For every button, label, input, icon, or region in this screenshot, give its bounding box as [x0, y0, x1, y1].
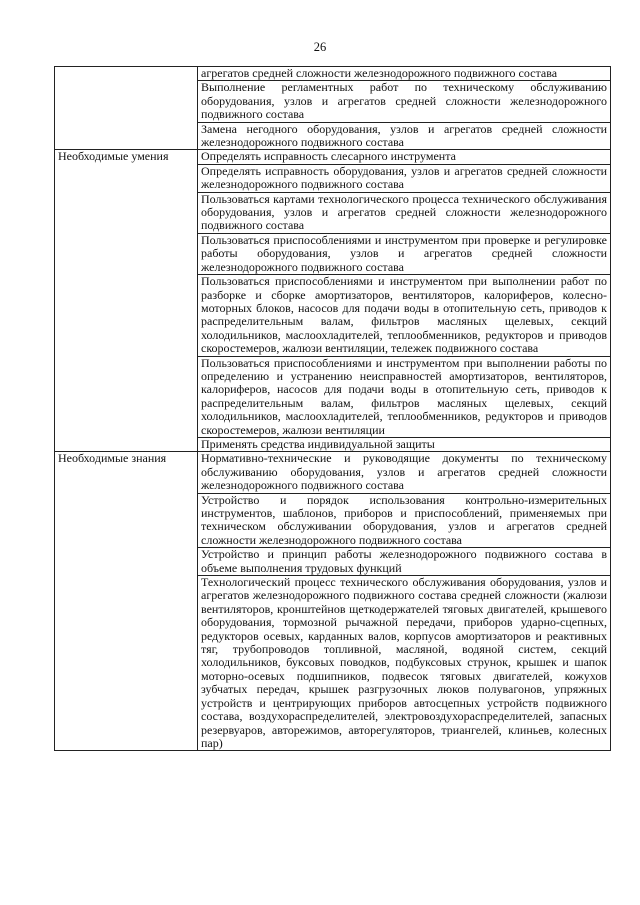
knowledge-item: Устройство и порядок использования контрольно-измерительных инструментов, шаблонов, приборов и приспособлений, применяемых при техническом обслуживании оборудования, узлов и агрегатов средней сложности железнодорожного подвижного состава	[198, 493, 611, 548]
label-spacer	[55, 548, 198, 576]
skills-label: Необходимые умения	[55, 150, 198, 164]
table-row	[55, 548, 611, 576]
skill-item: Пользоваться приспособлениями и инструментом при выполнении работы по определению и устранению неисправностей амортизаторов, вентиляторов, калориферов, насосов для подачи воды в отопительную сеть, приводов к распределительным валам, фильтров масляных щелевых, секций холодильников, маслоохладителей, теплообменников, редукторов и приводов скоростемеров, жалюзи вентиляции	[198, 356, 611, 437]
table-row	[55, 192, 611, 233]
skill-item: Пользоваться приспособлениями и инструментом при проверке и регулировке работы оборудования, узлов и агрегатов средней сложности железнодорожного подвижного состава	[198, 233, 611, 274]
table-row	[55, 67, 611, 81]
continuation-item: Замена негодного оборудования, узлов и агрегатов средней сложности железнодорожного подвижного состава	[198, 122, 611, 150]
knowledge-item: Нормативно-технические и руководящие документы по техническому обслуживанию оборудования, узлов и агрегатов средней сложности железнодорожного подвижного состава	[198, 452, 611, 493]
table-row	[55, 164, 611, 192]
knowledge-item: Технологический процесс технического обслуживания оборудования, узлов и агрегатов железнодорожного подвижного состава средней сложности (жалюзи вентиляторов, кронштейнов щеткодержателей тяговых двигателей, крышевого оборудования, тормозной рычажной передачи, приборов ударно-сцепных, редукторов осевых, карданных валов, корпусов амортизаторов и реактивных тяг, трубопроводов топливной, масляной, водяной систем, секций холодильников, буксовых поводков, подбуксовых струнок, крышек и шапок моторно-осевых подшипников, подвесок тяговых двигателей, кожухов зубчатых передач, крышек разгрузочных люков полувагонов, упряжных устройств и центрирующих приборов автосцепных устройств подвижного состава, воздухораспределителей, электровоздухораспределителей, запасных резервуаров, авторежимов, авторегуляторов, триангелей, клиньев, колесных пар)	[198, 576, 611, 751]
table-row	[55, 576, 611, 751]
skill-item: Пользоваться картами технологического процесса технического обслуживания оборудования, узлов и агрегатов средней сложности железнодорожного подвижного состава	[198, 192, 611, 233]
label-spacer	[55, 437, 198, 451]
label-spacer	[55, 192, 198, 233]
competency-table	[54, 66, 611, 751]
table-row	[55, 452, 611, 493]
skill-item: Применять средства индивидуальной защиты	[198, 437, 611, 451]
table-row	[55, 150, 611, 164]
continuation-item: Выполнение регламентных работ по техническому обслуживанию оборудования, узлов и агрегатов средней сложности железнодорожного подвижного состава	[198, 81, 611, 122]
table-row	[55, 233, 611, 274]
blank-label-cell	[55, 81, 198, 122]
knowledge-item: Устройство и принцип работы железнодорожного подвижного состава в объеме выполнения трудовых функций	[198, 548, 611, 576]
table-row	[55, 493, 611, 548]
knowledge-label: Необходимые знания	[55, 452, 198, 493]
label-spacer	[55, 275, 198, 356]
table-row	[55, 356, 611, 437]
label-spacer	[55, 356, 198, 437]
table-row	[55, 122, 611, 150]
label-spacer	[55, 493, 198, 548]
label-spacer	[55, 164, 198, 192]
table-row	[55, 275, 611, 356]
blank-label-cell	[55, 67, 198, 81]
page-number: 26	[313, 40, 327, 54]
label-spacer	[55, 576, 198, 751]
table-row	[55, 81, 611, 122]
skill-item: Пользоваться приспособлениями и инструментом при выполнении работ по разборке и сборке амортизаторов, вентиляторов, калориферов, колесно-моторных блоков, насосов для подачи воды в отопительную сеть, приводов к распределительным валам, фильтров масляных щелевых, секций холодильников, маслоохладителей, теплообменников, редукторов и приводов скоростемеров, жалюзи вентиляции, тележек подвижного состава	[198, 275, 611, 356]
skill-item: Определять исправность слесарного инструмента	[198, 150, 611, 164]
blank-label-cell	[55, 122, 198, 150]
continuation-item: агрегатов средней сложности железнодорожного подвижного состава	[198, 67, 611, 81]
table-row	[55, 437, 611, 451]
label-spacer	[55, 233, 198, 274]
skill-item: Определять исправность оборудования, узлов и агрегатов средней сложности железнодорожного подвижного состава	[198, 164, 611, 192]
